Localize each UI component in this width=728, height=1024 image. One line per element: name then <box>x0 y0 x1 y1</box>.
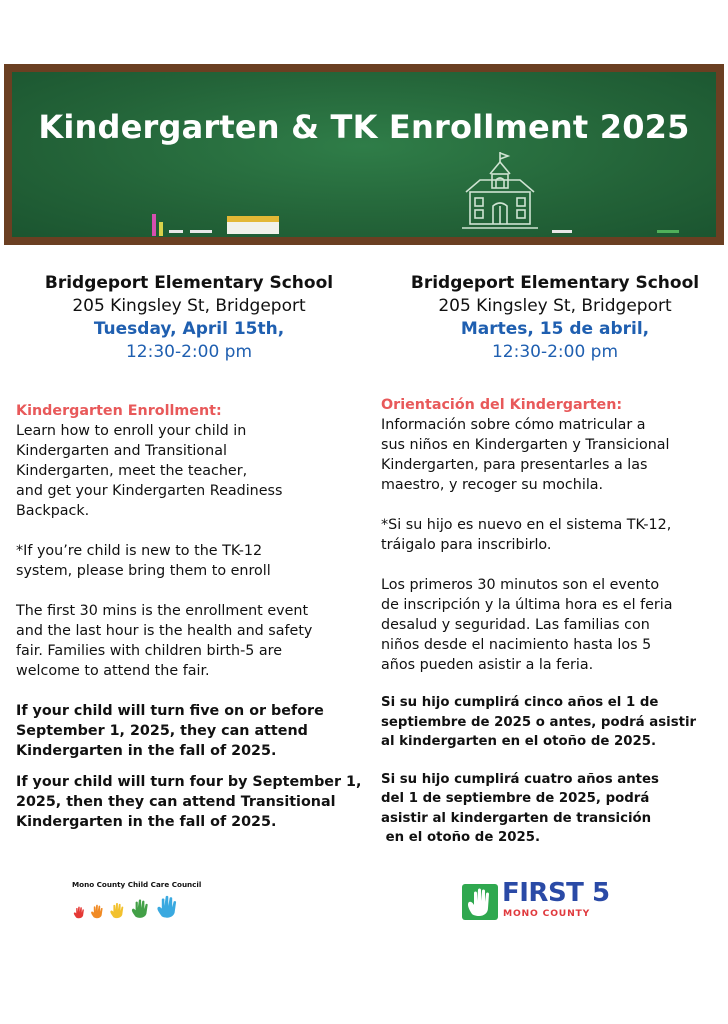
handprint-icon <box>72 905 86 919</box>
kinder-eligibility-line: septiembre de 2025 o antes, podrá asistir <box>381 714 697 730</box>
tk-eligibility-line: del 1 de septiembre de 2025, podrá <box>381 791 650 806</box>
school-address: 205 Kingsley St, Bridgeport <box>438 296 672 316</box>
handprint-icon <box>108 901 126 919</box>
handprints <box>72 893 242 919</box>
schedule-line: and the last hour is the health and safety <box>16 623 313 639</box>
tk-eligibility-line: en el otoño de 2025. <box>381 830 541 845</box>
event-date: Martes, 15 de abril, <box>460 319 650 339</box>
kinder-eligibility-line: al kindergarten en el otoño de 2025. <box>381 734 657 749</box>
first5-subtitle: MONO COUNTY <box>503 908 591 919</box>
intro-line: Kindergarten and Transitional <box>16 443 227 459</box>
english-details <box>16 401 368 832</box>
chalk-green <box>657 230 679 233</box>
note-line: tráigalo para inscribirlo. <box>381 537 552 553</box>
note-line: *Si su hijo es nuevo en el sistema TK-12, <box>381 517 672 533</box>
handprint-icon <box>89 903 105 919</box>
spanish-details <box>381 395 723 848</box>
chalk-yellow <box>159 222 163 236</box>
tk-eligibility-line: Kindergarten in the fall of 2025. <box>16 814 277 830</box>
note-line: *If you’re child is new to the TK-12 <box>16 543 263 559</box>
handprint-icon <box>154 893 180 919</box>
kinder-eligibility-line: September 1, 2025, they can attend <box>16 723 308 739</box>
tk-eligibility-line: 2025, then they can attend Transitional <box>16 794 336 810</box>
council-name: Mono County Child Care Council <box>72 880 202 889</box>
kinder-eligibility-line: Si su hijo cumplirá cinco años el 1 de <box>381 695 659 710</box>
page-title: Kindergarten & TK Enrollment 2025 <box>38 108 690 146</box>
schedule-line: welcome to attend the fair. <box>16 663 210 679</box>
chalk-white <box>169 230 183 233</box>
english-column <box>14 272 364 364</box>
chalk-white <box>190 230 212 233</box>
event-time: 12:30-2:00 pm <box>491 342 619 362</box>
intro-line: Kindergarten, para presentarles a las <box>381 457 648 473</box>
eraser-icon <box>227 216 279 234</box>
intro-line: maestro, y recoger su mochila. <box>381 477 604 493</box>
schedule-line: The first 30 mins is the enrollment event <box>16 603 309 619</box>
tk-eligibility-line: Si su hijo cumplirá cuatro años antes <box>381 771 659 787</box>
spanish-event-header <box>380 272 728 364</box>
section-title: Kindergarten Enrollment: <box>16 403 222 419</box>
kinder-eligibility-line: If your child will turn five on or before <box>16 703 324 719</box>
kinder-eligibility-line: Kindergarten in the fall of 2025. <box>16 743 277 759</box>
section-title: Orientación del Kindergarten: <box>381 397 623 413</box>
event-date: Tuesday, April 15th, <box>93 319 285 339</box>
schedule-line: niños desde el nacimiento hasta los 5 <box>381 637 652 653</box>
school-name: Bridgeport Elementary School <box>44 273 334 293</box>
spanish-column <box>380 272 728 364</box>
intro-line: sus niños en Kindergarten y Transicional <box>381 437 670 453</box>
schedule-line: de inscripción y la última hora es el feria <box>381 597 673 613</box>
event-time: 12:30-2:00 pm <box>125 342 253 362</box>
schedule-line: Los primeros 30 minutos son el evento <box>381 577 660 593</box>
handprint-icon <box>129 897 151 919</box>
intro-line: Kindergarten, meet the teacher, <box>16 463 248 479</box>
tk-eligibility-line: If your child will turn four by September 1, <box>16 774 362 790</box>
english-event-header <box>14 272 364 364</box>
school-name: Bridgeport Elementary School <box>410 273 700 293</box>
schedule-line: años pueden asistir a la feria. <box>381 657 594 673</box>
hand-icon <box>462 884 498 920</box>
chalkboard-surface <box>12 72 716 237</box>
first5-wordmark: FIRST 5 <box>502 878 610 908</box>
intro-line: Learn how to enroll your child in <box>16 423 247 439</box>
chalk-white <box>552 230 572 233</box>
schoolhouse-icon <box>460 150 540 232</box>
schedule-line: desalud y seguridad. Las familias con <box>381 617 650 633</box>
child-care-council-logo <box>72 880 242 930</box>
intro-line: Información sobre cómo matricular a <box>381 417 646 433</box>
first5-logo <box>462 878 612 924</box>
note-line: system, please bring them to enroll <box>16 563 271 579</box>
tk-eligibility-line: asistir al kindergarten de transición <box>381 810 652 826</box>
school-address: 205 Kingsley St, Bridgeport <box>72 296 306 316</box>
chalk-pink <box>152 214 156 236</box>
intro-line: Backpack. <box>16 503 90 519</box>
chalkboard-banner <box>4 64 724 245</box>
intro-line: and get your Kindergarten Readiness <box>16 483 283 499</box>
schedule-line: fair. Families with children birth-5 are <box>16 643 283 659</box>
